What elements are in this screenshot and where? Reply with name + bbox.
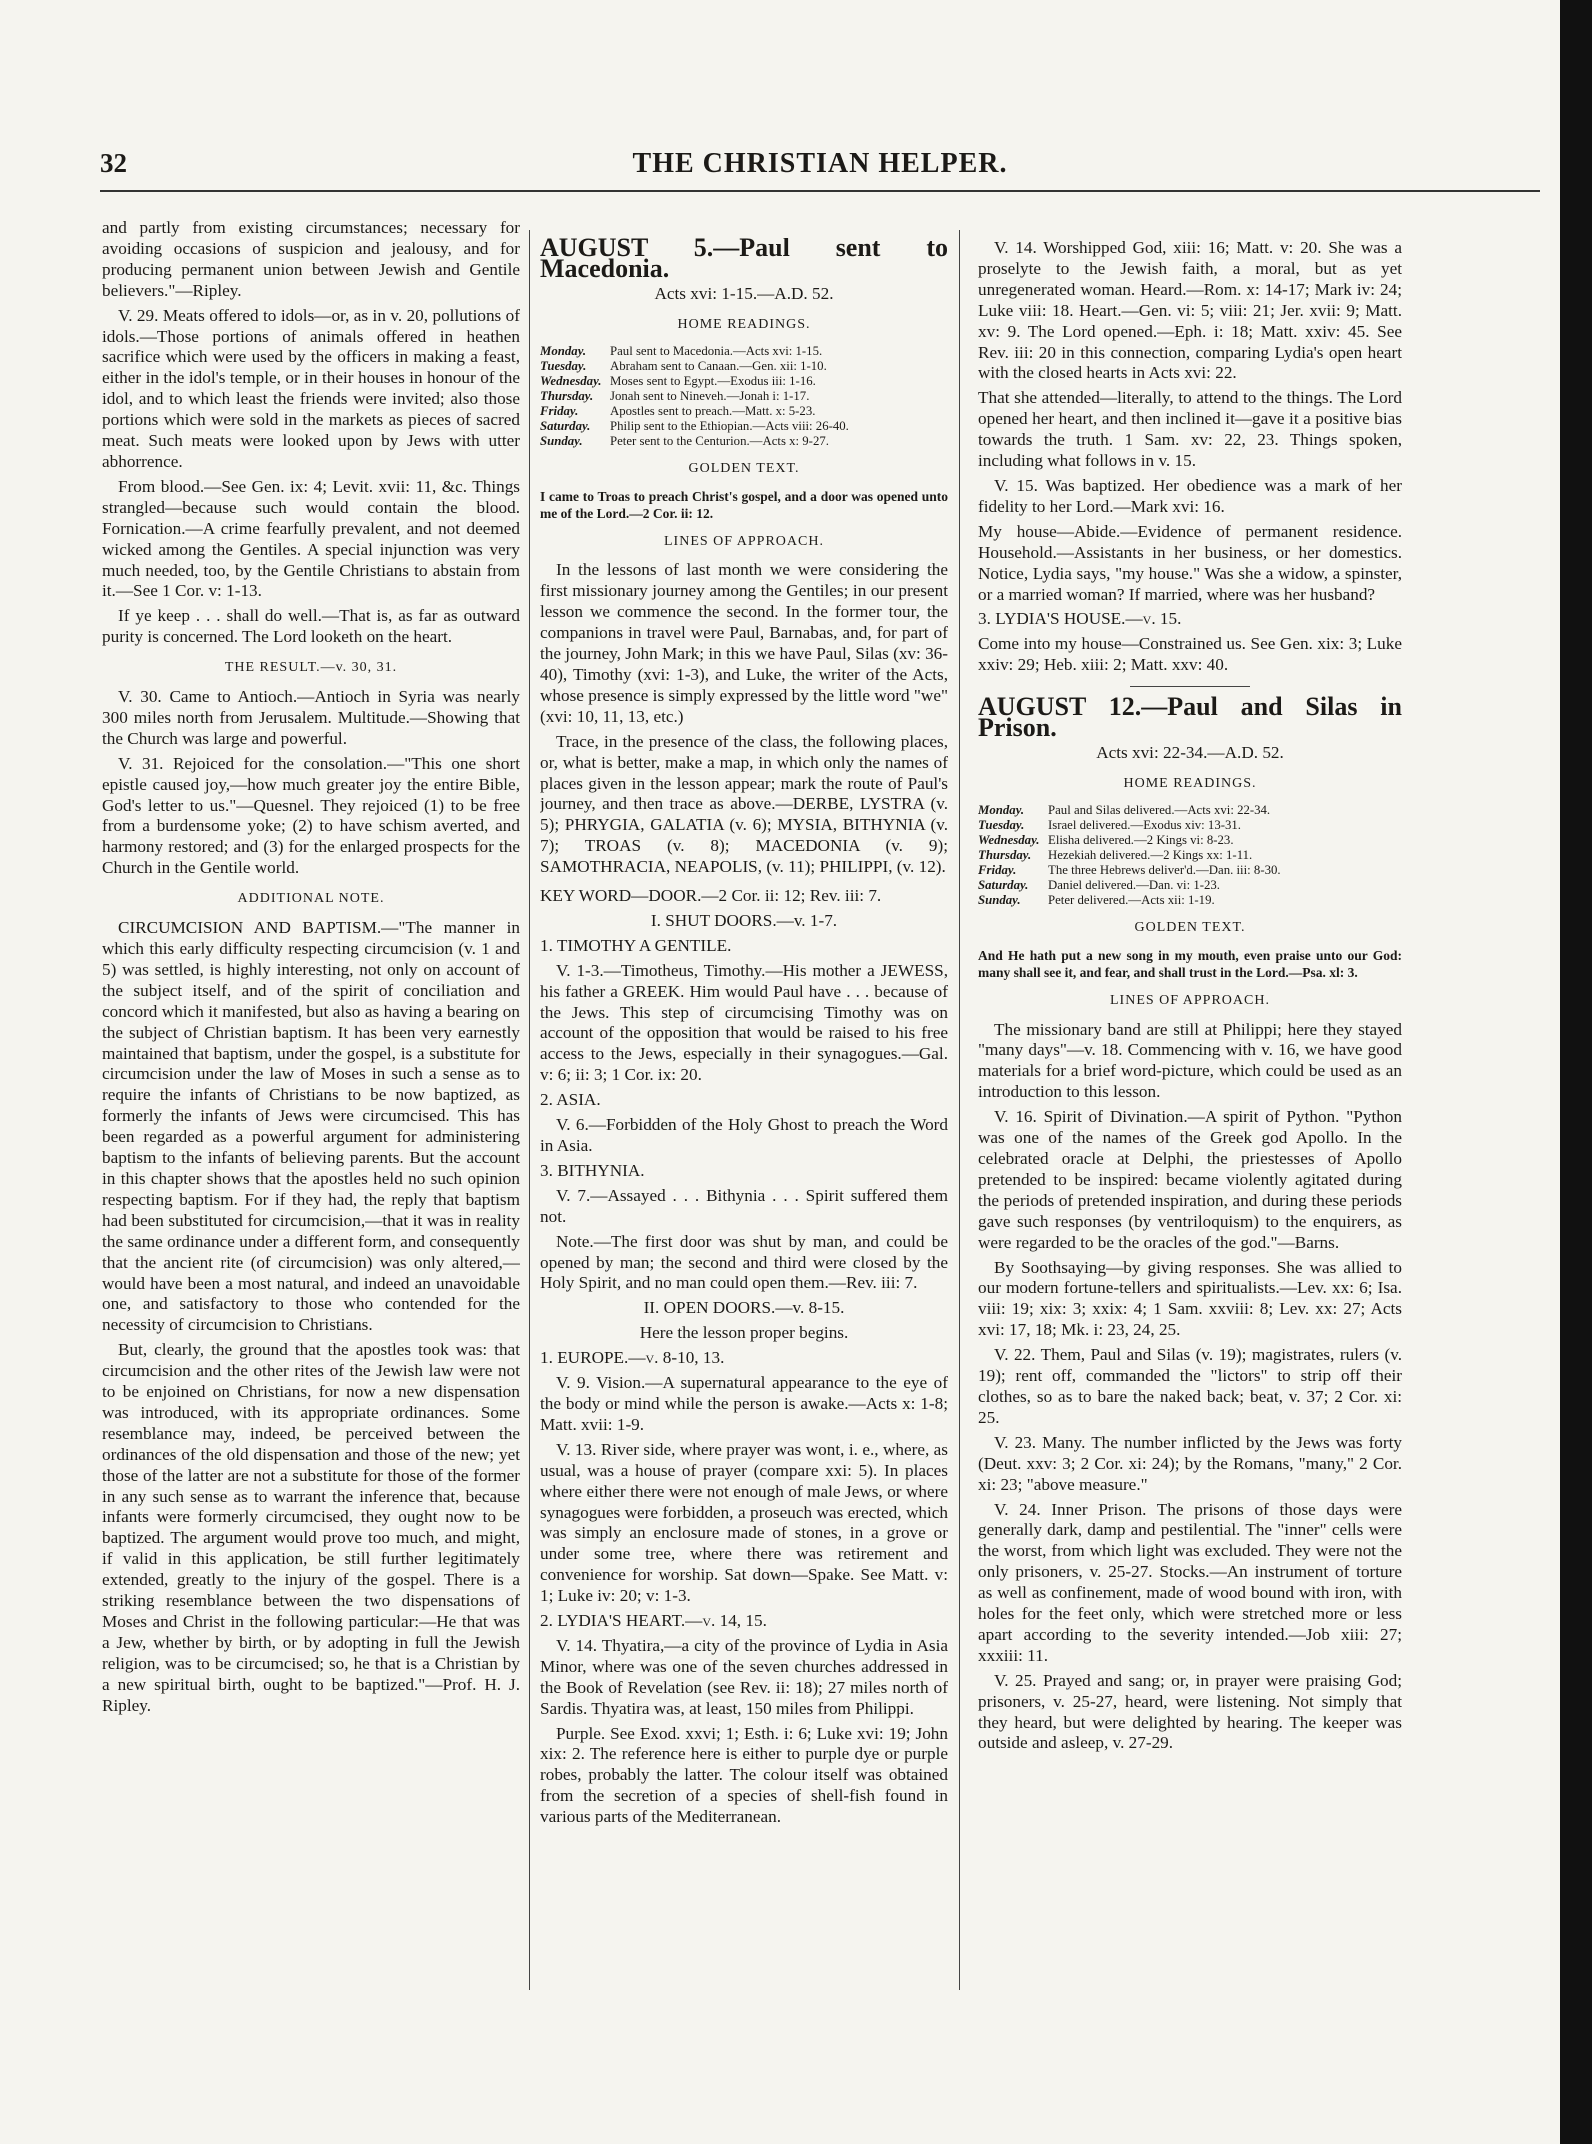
header-rule <box>100 190 1540 192</box>
paragraph: V. 23. Many. The number inflicted by the Jews was forty (Deut. xxv: 3; 2 Cor. xi: 24); by the Romans, "many," 2 Cor. xi: 23; "above measure." <box>978 1432 1402 1494</box>
paragraph: That she attended—literally, to attend to the things. The Lord opened her heart, and then inclined it—gave it a positive bias towards the truth. 1 Sam. xv: 22, 23. Things spoken, including what follows in v. 15. <box>978 388 1402 471</box>
paragraph: V. 30. Came to Antioch.—Antioch in Syria was nearly 300 miles north from Jerusalem. Multitude.—Showing that the Church was large and powerful. <box>102 687 520 748</box>
key-word: KEY WORD—DOOR.—2 Cor. ii: 12; Rev. iii: 7. <box>540 886 882 906</box>
lesson-heading: AUGUST 5.—Paul sent to Macedonia. <box>540 238 948 283</box>
table-row <box>978 818 1402 833</box>
lesson-heading: AUGUST 12.—Paul and Silas in Prison. <box>978 692 1402 743</box>
table-row <box>978 803 1402 818</box>
golden-text: I came to Troas to preach Christ's gospel, and a door was opened unto me of the Lord.—2 Cor. ii: 12. <box>540 488 948 521</box>
reading-day: Friday. <box>540 403 579 418</box>
section-heading: GOLDEN TEXT. <box>1134 919 1246 935</box>
paragraph: Trace, in the presence of the class, the following places, or, what is better, make a map, in which only the names of places given in the lesson appear; mark the route of Paul's journey, and then trace as above.—DERBE, LYSTRA (v. 5); PHRYGIA, GALATIA (v. 6); MYSIA, BITHYNIA (v. 7); TROAS (v. 8); MACEDONIA (v. 9); SAMOTHRACIA, NEAPOLIS, (v. 11); PHILIPPI, (v. 12). <box>540 731 948 877</box>
table-row <box>540 344 948 359</box>
reading-text: Hezekiah delivered.—2 Kings xx: 1-11. <box>1048 847 1253 862</box>
reading-text: Paul sent to Macedonia.—Acts xvi: 1-15. <box>610 343 823 358</box>
section-heading: LINES OF APPROACH. <box>664 533 824 549</box>
column-right <box>978 238 1402 2018</box>
table-row <box>978 878 1402 893</box>
reading-day: Thursday. <box>978 847 1032 862</box>
subsection-label: 2. ASIA. <box>540 1090 601 1110</box>
paragraph: Purple. See Exod. xxvi; 1; Esth. i: 6; Luke xvi: 19; John xix: 2. The reference here is either to purple dye or purple robes, probably the latter. The colour itself was obtained from the secretion of a species of shell-fish found in various parts of the Mediterranean. <box>540 1723 948 1827</box>
paragraph: V. 14. Worshipped God, xiii: 16; Matt. v: 20. She was a proselyte to the Jewish faith, a moral, but as yet unregenerated woman. Heard.—Rom. x: 14-17; Mark iv: 24; Luke viii: 18. Heart.—Gen. vi: 5; viii: 21; Jer. xvii: 9; Matt. xv: 9. The Lord opened.—Eph. i: 18; Matt. xxiv: 45. See Rev. iii: 20 in this connection, comparing Lydia's open heart with the closed hearts in Acts xvi: 22. <box>978 238 1402 383</box>
home-readings-table <box>978 803 1402 908</box>
table-row <box>978 893 1402 908</box>
subsection-label: 1. EUROPE.—v. 8-10, 13. <box>540 1348 725 1368</box>
reading-text: Jonah sent to Nineveh.—Jonah i: 1-17. <box>610 388 810 403</box>
paragraph: V. 14. Thyatira,—a city of the province of Lydia in Asia Minor, where was one of the seven churches addressed in the Book of Revelation (see Rev. ii: 18); 27 miles north of Sardis. Thyatira was, at least, 150 miles from Philippi. <box>540 1635 948 1718</box>
table-row <box>540 359 948 374</box>
section-heading: GOLDEN TEXT. <box>688 460 800 476</box>
page-title: THE CHRISTIAN HELPER. <box>632 148 1008 179</box>
paragraph: V. 22. Them, Paul and Silas (v. 19); magistrates, rulers (v. 19); rent off, commanded the "lictors" to strip off their clothes, so as to bare the naked back; beat, v. 37; 2 Cor. xi: 25. <box>978 1345 1402 1427</box>
reading-text: Israel delivered.—Exodus xiv: 13-31. <box>1048 817 1241 832</box>
table-row <box>540 374 948 389</box>
section-heading: HOME READINGS. <box>1123 775 1257 791</box>
paragraph: CIRCUMCISION AND BAPTISM.—"The manner in which this early difficulty respecting circumcision (v. 1 and 5) was settled, is highly interesting, not only on account of the subject itself, and of the spirit of conciliation and concord which it manifested, but also as having a bearing on the subject of Christian baptism. It has been very earnestly maintained that baptism, under the gospel, is a substitute for circumcision under the law of Moses in such a sense as to require the infants of Christians to be now baptized, as formerly the infants of Jews were circumcised. This has been regarded as a powerful argument for administering baptism to the infants of believing parents. But the account in this chapter shows that the apostles held no such opinion respecting baptism. For if they had, the reply that baptism had been substituted for circumcision,—that it was in reality the same ordinance under a different form, and consequently that the ancient rite (of circumcision) was only altered,—would have been a most natural, and indeed an unavoidable one, and satisfactory to those who contended for the necessity of circumcision to Christians. <box>102 918 520 1335</box>
page-number: 32 <box>100 148 127 178</box>
table-row <box>540 419 948 434</box>
reading-day: Wednesday. <box>540 373 602 388</box>
reading-day: Thursday. <box>540 388 594 403</box>
column-middle <box>540 238 948 2018</box>
reading-text: Peter sent to the Centurion.—Acts x: 9-27. <box>610 433 829 448</box>
paragraph: V. 29. Meats offered to idols—or, as in v. 20, pollutions of idols.—Those portions of animals offered in heathen sacrifice which were used by the officers in making a feast, either in the idol's temple, or in their houses in honour of the idol, and to which least the friends were invited; also those portions which were sold in the markets as pieces of sacred meat. Such meats were looked upon by Jews with utter abhorrence. <box>102 305 520 471</box>
subsection-heading: II. OPEN DOORS.—v. 8-15. <box>643 1298 845 1318</box>
table-row <box>540 434 948 449</box>
paragraph: Note.—The first door was shut by man, and could be opened by man; the second and third were closed by the Holy Spirit, and no man could open them.—Rev. iii: 7. <box>540 1231 948 1293</box>
golden-text: And He hath put a new song in my mouth, even praise unto our God: many shall see it, and fear, and shall trust in the Lord.—Psa. xl: 3. <box>978 947 1402 980</box>
paragraph: But, clearly, the ground that the apostles took was: that circumcision and the other rites of the Jewish law were not to be enjoined on Christians, for now a new dispensation was introduced, with its appropriate ordinances. Some resemblance may, indeed, be perceived between the ordinances of the old dispensation and those of the new; yet those of the latter are not a substitute for those of the former in any such sense as to warrant the inference that, because infants were formerly circumcised, they ought now to be baptized. The argument would prove too much, and might, if valid in this application, be still further legitimately extended, greatly to the injury of the gospel. There is a striking resemblance between the two dispensations of Moses and Christ in the following particular:—He that was a Jew, whether by birth, or by adopting in full the Jewish religion, was to be circumcised; so, he that is a Christian by a new spiritual birth, ought to be baptized."—Prof. H. J. Ripley. <box>102 1340 520 1715</box>
reading-day: Friday. <box>978 862 1017 877</box>
reading-day: Wednesday. <box>978 832 1040 847</box>
reading-text: Apostles sent to preach.—Matt. x: 5-23. <box>610 403 816 418</box>
paragraph: V. 9. Vision.—A supernatural appearance to the eye of the body or mind while the person is awake.—Acts x: 1-8; Matt. xvii: 1-9. <box>540 1373 948 1434</box>
paragraph: V. 6.—Forbidden of the Holy Ghost to preach the Word in Asia. <box>540 1115 948 1155</box>
paragraph: V. 16. Spirit of Divination.—A spirit of Python. "Python was one of the names of the Greek god Apollo. In the celebrated oracle at Delphi, the priestesses of Apollo pretended to be inspired: became violently agitated during the periods of pretended inspiration, and during these periods gave such responses (by ventriloquism) to the enquirers, as were regarded to be the oracles of the god."—Barns. <box>978 1107 1402 1252</box>
page-edge <box>1560 0 1592 2144</box>
page-header <box>100 148 1540 188</box>
paragraph: V. 31. Rejoiced for the consolation.—"This one short epistle caused joy,—how much greater joy the entire Bible, God's letter to us."—Quesnel. They rejoiced (1) to be free from a burdensome yoke; (2) to have schism averted, and harmony restored; and (3) for the enlarged prospects for the Church in the Gentile world. <box>102 753 520 878</box>
subsection-label: 3. BITHYNIA. <box>540 1160 645 1180</box>
reading-day: Saturday. <box>978 877 1029 892</box>
subsection-label: 2. LYDIA'S HEART.—v. 14, 15. <box>540 1611 767 1631</box>
paragraph: By Soothsaying—by giving responses. She was allied to our modern fortune-tellers and spiritualists.—Lev. xx: 6; Isa. viii: 19; xix: 3; xxix: 4; 1 Sam. xxviii: 8; Lev. xx: 27; Acts xvi: 17, 18; Mk. i: 23, 24, 25. <box>978 1257 1402 1340</box>
subsection-label: 3. LYDIA'S HOUSE.—v. 15. <box>978 609 1182 629</box>
paragraph: If ye keep . . . shall do well.—That is, as far as outward purity is concerned. The Lord looketh on the heart. <box>102 606 520 647</box>
reading-day: Monday. <box>540 343 587 358</box>
paragraph: V. 24. Inner Prison. The prisons of those days were generally dark, damp and pestilential. The "inner" cells were the worst, from which light was excluded. They were not the only prisoners, v. 25-27. Stocks.—An instrument of torture as well as confinement, made of wood bound with iron, with holes for the feet only, which were stretched more or less apart according to the severity intended.—Job xiii: 27; xxxiii: 11. <box>978 1499 1402 1665</box>
section-heading: LINES OF APPROACH. <box>1110 992 1270 1008</box>
column-divider <box>959 230 960 1990</box>
lesson-reference: Acts xvi: 1-15.—A.D. 52. <box>654 283 834 303</box>
reading-day: Sunday. <box>540 433 583 448</box>
paragraph: V. 7.—Assayed . . . Bithynia . . . Spirit suffered them not. <box>540 1185 948 1226</box>
paragraph: Come into my house—Constrained us. See Gen. xix: 3; Luke xxiv: 29; Heb. xiii: 2; Matt. xxv: 40. <box>978 634 1402 675</box>
reading-text: Peter delivered.—Acts xii: 1-19. <box>1048 892 1215 907</box>
reading-day: Tuesday. <box>978 817 1025 832</box>
paragraph: V. 15. Was baptized. Her obedience was a mark of her fidelity to her Lord.—Mark xvi: 16. <box>978 475 1402 516</box>
reading-day: Tuesday. <box>540 358 587 373</box>
table-row <box>978 863 1402 878</box>
reading-text: Abraham sent to Canaan.—Gen. xii: 1-10. <box>610 358 827 373</box>
table-row <box>978 833 1402 848</box>
subsection-heading: I. SHUT DOORS.—v. 1-7. <box>650 910 838 930</box>
reading-day: Monday. <box>978 802 1025 817</box>
lesson-reference: Acts xvi: 22-34.—A.D. 52. <box>1096 742 1284 762</box>
paragraph: From blood.—See Gen. ix: 4; Levit. xvii: 11, &c. Things strangled—because such would contain the blood. Fornication.—A crime fearfully prevalent, and not deemed wicked among the Gentiles. A special injunction was very much needed, too, by the Gentile Christians to abstain from it.—See 1 Cor. v: 1-13. <box>102 476 520 601</box>
table-row <box>540 404 948 419</box>
paragraph: My house—Abide.—Evidence of permanent residence. Household.—Assistants in her business, or her domestics. Notice, Lydia says, "my house." Was she a widow, a spinster, or a married woman? If married, where was her husband? <box>978 521 1402 604</box>
section-heading: HOME READINGS. <box>677 316 811 332</box>
reading-text: The three Hebrews deliver'd.—Dan. iii: 8-30. <box>1048 862 1281 877</box>
paragraph: V. 13. River side, where prayer was wont, i. e., where, as usual, was a house of prayer (compare xxi: 5). In places where either there were not enough of male Jews, or where synagogues were forbidden, a proseuch was erected, which was simply an enclosure made of stones, in a grove or under some tree, where there was retirement and convenience for worship. Sat down—Spake. See Matt. v: 1; Luke iv: 20; v: 1-3. <box>540 1439 948 1606</box>
reading-text: Daniel delivered.—Dan. vi: 1-23. <box>1048 877 1220 892</box>
table-row <box>978 848 1402 863</box>
paragraph: and partly from existing circumstances; necessary for avoiding occasions of suspicion and jealousy, and for producing permanent union between Jewish and Gentile believers."—Ripley. <box>102 218 520 300</box>
paragraph: V. 25. Prayed and sang; or, in prayer were praising God; prisoners, v. 25-27, heard, were listening. Not simply that they heard, but were delighted by hearing. The keeper was outside and asleep, v. 27-29. <box>978 1670 1402 1753</box>
reading-text: Philip sent to the Ethiopian.—Acts viii: 26-40. <box>610 418 849 433</box>
reading-text: Moses sent to Egypt.—Exodus iii: 1-16. <box>610 373 816 388</box>
reading-text: Elisha delivered.—2 Kings vi: 8-23. <box>1048 832 1234 847</box>
paragraph: In the lessons of last month we were considering the first missionary journey among the Gentiles; in our present lesson we commence the second. In the former tour, the companions in travel were Paul, Barnabas, and, for part of the journey, John Mark; in this we have Paul, Silas (xv: 36-40), Timothy (xvi: 1-3), and Luke, the writer of the Acts, whose presence is simply expressed by the little word "we" (xvi: 10, 11, 13, etc.) <box>540 560 948 726</box>
subsection-intro: Here the lesson proper begins. <box>639 1323 849 1343</box>
column-left <box>102 218 520 1998</box>
column-divider <box>529 230 530 1990</box>
table-row <box>540 389 948 404</box>
section-divider <box>1130 686 1250 687</box>
section-heading: ADDITIONAL NOTE. <box>237 891 385 907</box>
section-heading: THE RESULT.—v. 30, 31. <box>224 660 398 676</box>
reading-day: Saturday. <box>540 418 591 433</box>
paragraph: The missionary band are still at Philippi; here they stayed "many days"—v. 18. Commencing with v. 16, we have good materials for a brief word-picture, which could be used as an introduction to this lesson. <box>978 1019 1402 1102</box>
reading-text: Paul and Silas delivered.—Acts xvi: 22-34. <box>1048 802 1271 817</box>
home-readings-table <box>540 344 948 449</box>
reading-day: Sunday. <box>978 892 1021 907</box>
subsection-label: 1. TIMOTHY A GENTILE. <box>540 935 732 955</box>
paragraph: V. 1-3.—Timotheus, Timothy.—His mother a JEWESS, his father a GREEK. Him would Paul have . . . because of the Jews. This step of circumcising Timothy was on account of the opposition that would be raised to his free access to the Jews, especially in their synagogues.—Gal. v: 6; ii: 3; 1 Cor. ix: 20. <box>540 960 948 1085</box>
